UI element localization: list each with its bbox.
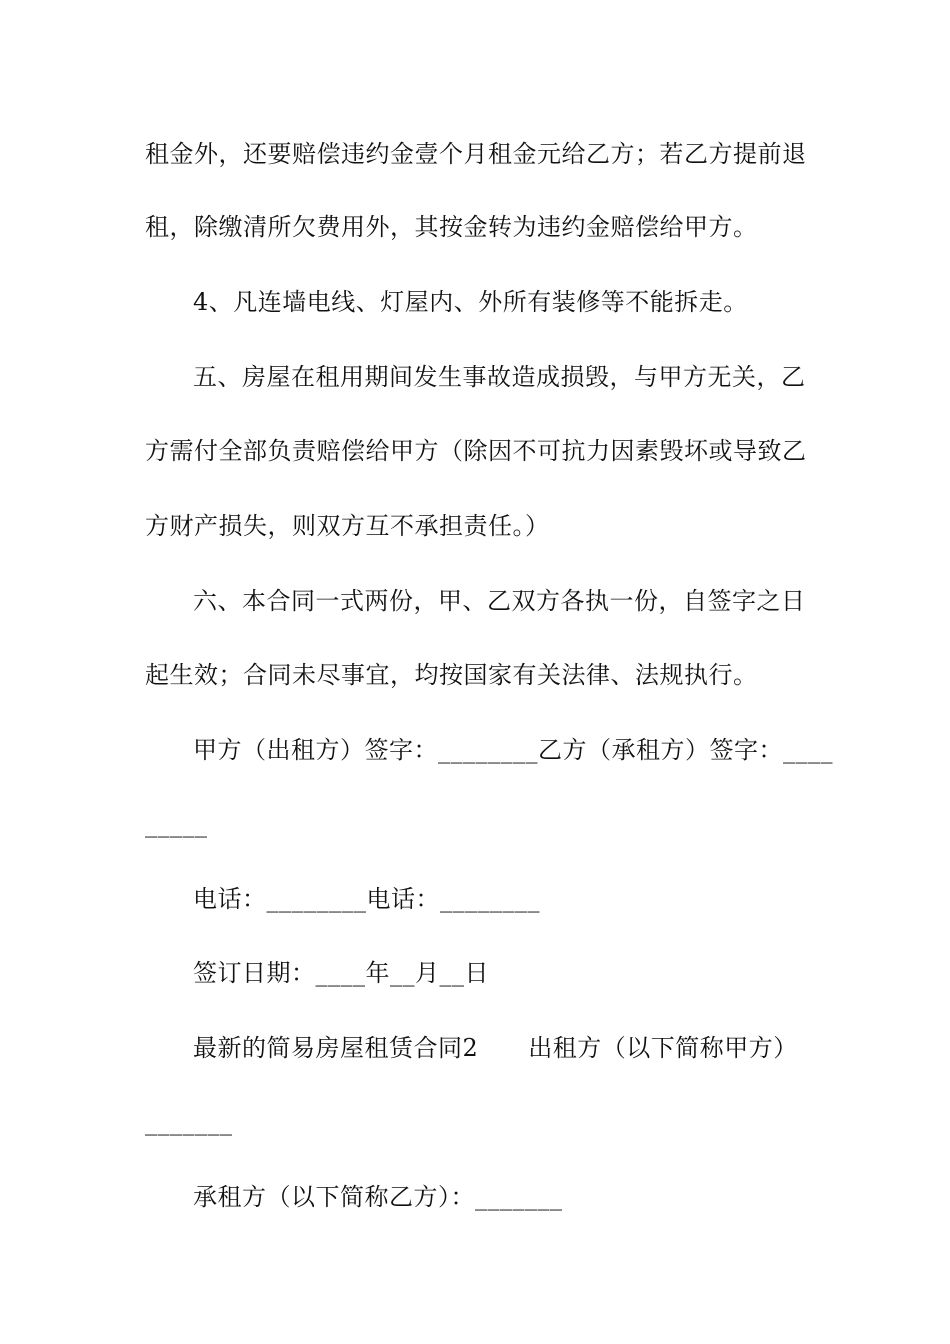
lessee-line: 承租方（以下简称乙方）：_______ bbox=[193, 1183, 563, 1211]
signing-date-line: 签订日期：____年__月__日 bbox=[193, 959, 489, 987]
clause-4-line: 4、凡连墙电线、灯屋内、外所有装修等不能拆走。 bbox=[193, 288, 748, 316]
clause-6-line-2: 起生效；合同未尽事宜，均按国家有关法律、法规执行。 bbox=[145, 661, 758, 689]
clause-6-line-1: 六、本合同一式两份，甲、乙双方各执一份，自签字之日 bbox=[193, 587, 806, 615]
body-line-1: 租金外，还要赔偿违约金壹个月租金元给乙方；若乙方提前退 bbox=[145, 140, 807, 168]
clause-5-line-1: 五、房屋在租用期间发生事故造成损毁，与甲方无关，乙 bbox=[193, 363, 806, 391]
signature-line: 甲方（出租方）签字：________乙方（承租方）签字：____ bbox=[193, 736, 833, 764]
lessor-label: 出租方（以下简称甲方） bbox=[528, 1034, 798, 1062]
contract-2-title: 最新的简易房屋租赁合同2 bbox=[193, 1034, 479, 1062]
contract-2-heading-line bbox=[193, 1032, 798, 1064]
body-line-2: 租，除缴清所欠费用外，其按金转为违约金赔偿给甲方。 bbox=[145, 213, 758, 241]
clause-5-line-2: 方需付全部负责赔偿给甲方（除因不可抗力因素毁坏或导致乙 bbox=[145, 437, 807, 465]
phone-line: 电话：________电话：________ bbox=[193, 885, 540, 913]
lessor-blank-line: _______ bbox=[145, 1108, 233, 1136]
clause-5-line-3: 方财产损失，则双方互不承担责任。） bbox=[145, 512, 550, 540]
signature-line-continued: _____ bbox=[145, 810, 208, 838]
